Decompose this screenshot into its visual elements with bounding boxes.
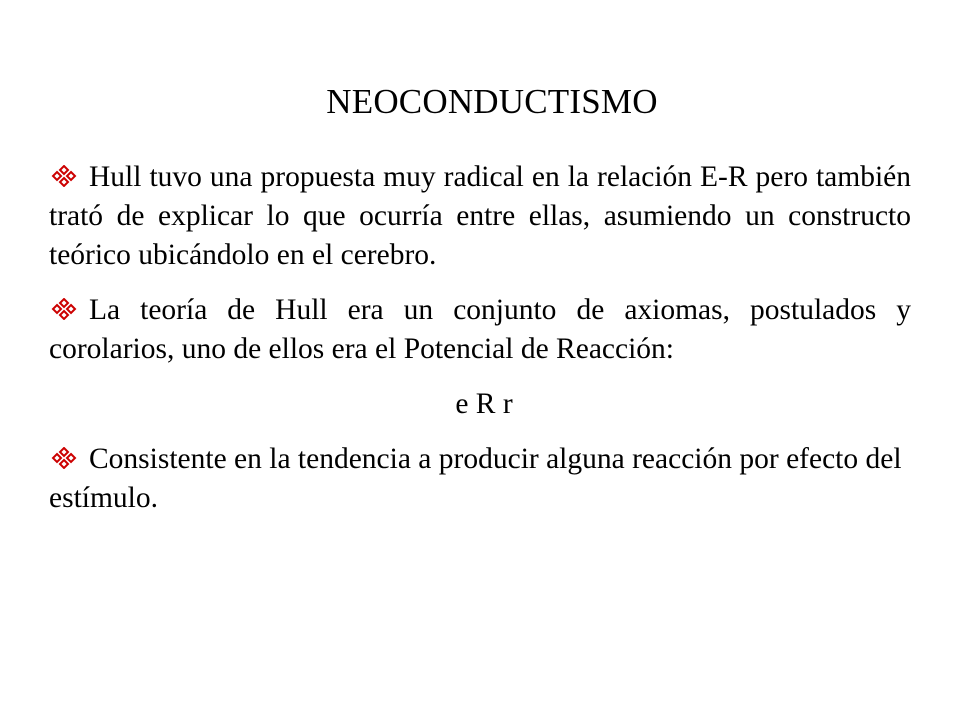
diamond-four-bullet-icon (51, 298, 85, 320)
bullet-paragraph-2 (49, 291, 911, 369)
diamond-four-bullet-icon (51, 447, 85, 469)
bullet-text-1: Hull tuvo una propuesta muy radical en la relación E-R pero también trató de explicar lo que ocurría entre ellas, asumiendo un constructo teórico ubicándolo en el cerebro. (49, 161, 911, 271)
bullet-paragraph-3 (49, 440, 911, 518)
bullet-text-3: Consistente en la tendencia a producir alguna reacción por efecto del estímulo. (49, 443, 902, 514)
reaction-potential-formula: e R r (455, 388, 513, 420)
slide-body (49, 158, 911, 534)
bullet-paragraph-1 (49, 158, 911, 275)
bullet-text-2: La teoría de Hull era un conjunto de axiomas, postulados y corolarios, uno de ellos era el Potencial de Reacción: (49, 294, 911, 365)
diamond-four-bullet-icon (51, 165, 85, 187)
slide-title: NEOCONDUCTISMO (326, 82, 658, 121)
